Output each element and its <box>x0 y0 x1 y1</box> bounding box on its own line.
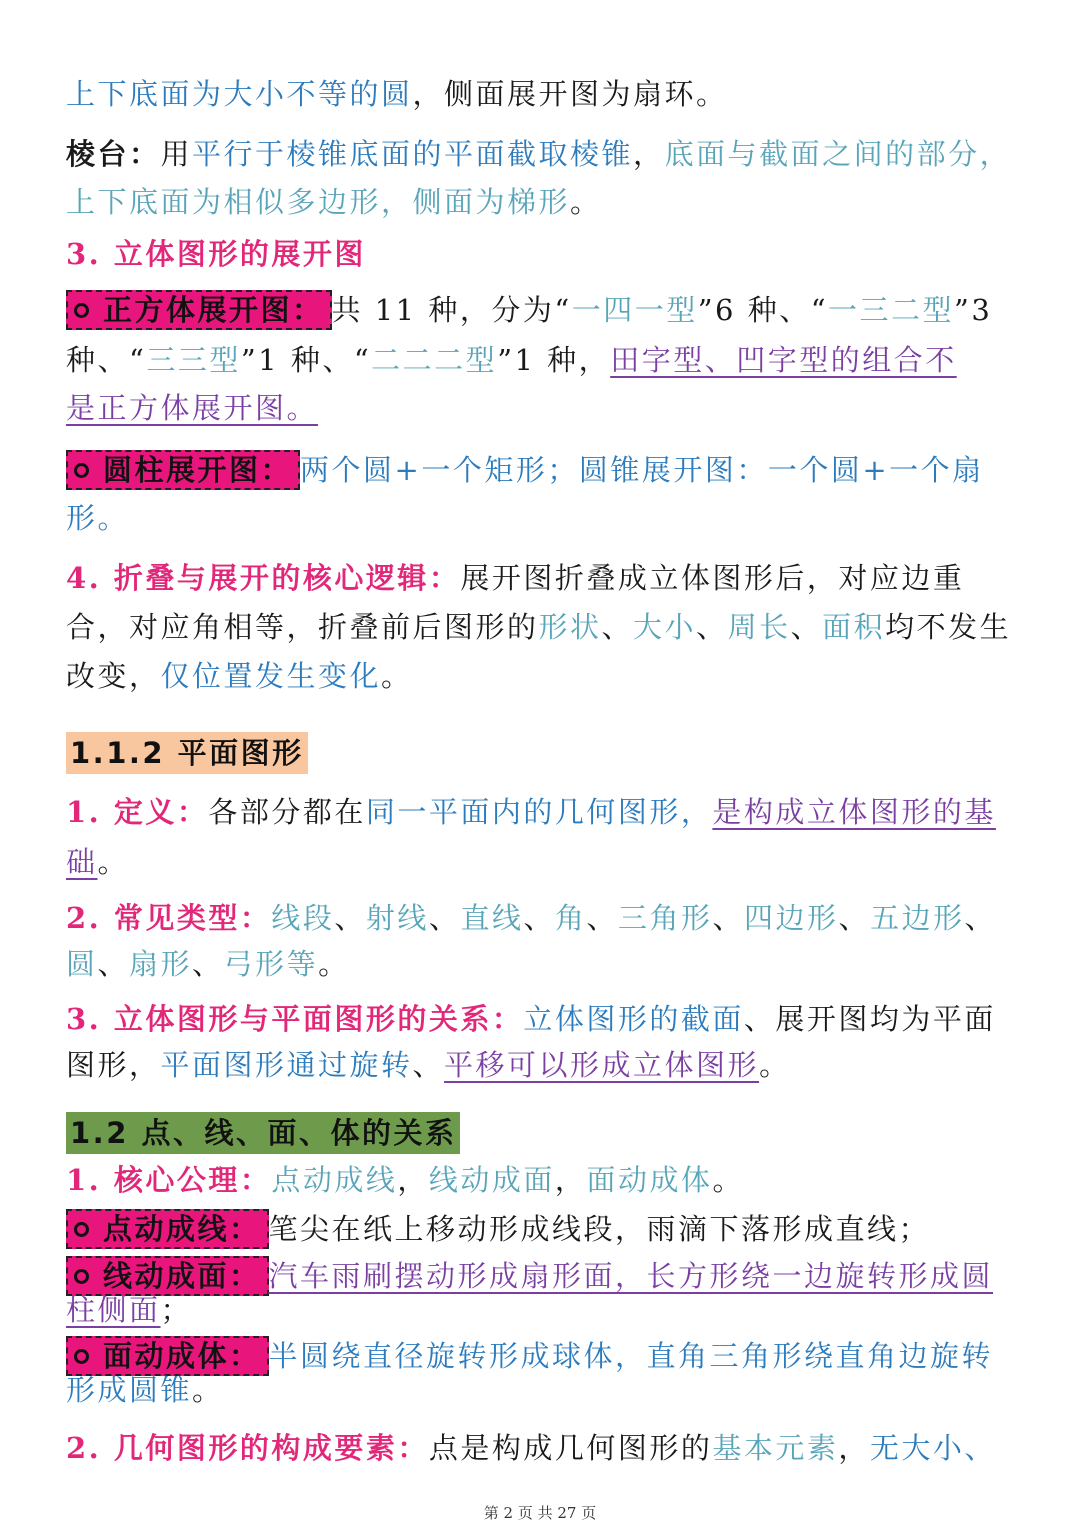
definition-item <box>66 792 996 832</box>
text-span: 、 <box>964 901 997 935</box>
tag-label: 正方体展开图： <box>103 293 324 327</box>
text-span: 半圆绕直径旋转形成球体， <box>268 1339 647 1373</box>
text-span: 形。 <box>66 501 130 535</box>
frustum-definition <box>66 134 1011 174</box>
underlined-text: 柱侧面 <box>66 1293 161 1327</box>
bullet-icon <box>74 463 89 478</box>
page-number: 第 2 页 共 27 页 <box>483 1504 597 1522</box>
text-span: 上下底面为大小不等的圆 <box>66 77 413 111</box>
text-span: 扇形 <box>129 947 193 981</box>
text-span: 。 <box>570 185 602 219</box>
text-span: ，侧面展开图为扇环。 <box>412 77 728 111</box>
text-span: 、 <box>334 901 366 935</box>
text-span: 大小 <box>633 610 697 644</box>
section-title: 3. 立体图形的展开图 <box>66 237 366 271</box>
text-span: 线段 <box>271 901 335 935</box>
text-line <box>66 388 318 428</box>
text-span: 。 <box>759 1048 791 1082</box>
text-span: ”1 种、“ <box>240 343 372 377</box>
axiom-item <box>66 1160 744 1200</box>
text-span: 无大小、 <box>869 1431 996 1465</box>
text-span: 面动成体 <box>586 1163 713 1197</box>
text-span: 平行于棱锥底面的平面截取棱锥 <box>192 137 634 171</box>
underlined-text: 汽车雨刷摆动形成扇形面，长方形绕一边旋转形成圆 <box>268 1259 994 1293</box>
text-line <box>66 340 957 380</box>
highlight-tag <box>66 450 300 490</box>
text-line <box>66 182 602 222</box>
tag-label: 圆柱展开图： <box>103 453 293 487</box>
text-span: 平面图形通过旋转 <box>160 1048 413 1082</box>
text-span: ， <box>633 137 665 171</box>
term-label: 棱台： <box>66 137 161 171</box>
section-title: 1. 核心公理： <box>66 1163 272 1197</box>
text-span: 立体图形的截面 <box>523 1002 744 1036</box>
text-span: ， <box>554 1163 587 1197</box>
text-span: ”1 种， <box>497 343 611 377</box>
text-line <box>66 607 1011 647</box>
text-span: 圆 <box>66 947 98 981</box>
text-span: 。 <box>318 947 350 981</box>
text-span: 二二二型 <box>371 343 498 377</box>
text-span: 底面与截面之间的部分， <box>664 137 1012 171</box>
subsection-heading <box>66 1112 460 1154</box>
text-span: 面积 <box>822 610 886 644</box>
text-span: 射线 <box>365 901 429 935</box>
text-span: 上下底面为相似多边形，侧面为梯形 <box>66 185 571 219</box>
section-title: 2. 常见类型： <box>66 901 272 935</box>
text-span: 形成圆锥 <box>66 1373 193 1407</box>
section-title: 1. 定义： <box>66 795 209 829</box>
text-span: 仅位置发生变化 <box>160 659 382 693</box>
text-span: 改变， <box>66 659 161 693</box>
text-span: 、 <box>586 901 618 935</box>
text-span: 线动成面 <box>428 1163 555 1197</box>
text-line <box>66 1370 224 1410</box>
text-line <box>66 842 129 882</box>
heading-title: 1.2 点、线、面、体的关系 <box>66 1112 460 1154</box>
tag-label: 点动成线： <box>103 1212 261 1246</box>
bullet-icon <box>74 1222 89 1237</box>
underlined-text: 平移可以形成立体图形 <box>444 1048 760 1082</box>
text-span: 形状 <box>538 610 602 644</box>
text-span: 、 <box>523 901 555 935</box>
text-span: 种、“ <box>66 343 147 377</box>
text-span: 展开图折叠成立体图形后，对应边重 <box>460 561 965 595</box>
elements-item <box>66 1428 996 1468</box>
bullet-icon <box>74 1269 89 1284</box>
point-to-line-item <box>66 1209 930 1249</box>
text-span: 共 11 种，分为“ <box>331 293 572 327</box>
text-span: 三角形 <box>618 901 713 935</box>
text-span: 两个圆+一个矩形；圆锥展开图：一个圆+一个扇 <box>300 453 984 487</box>
tag-label: 线动成面： <box>103 1259 261 1293</box>
text-span: 用 <box>160 137 193 171</box>
text-span: 五边形 <box>870 901 965 935</box>
section-title: 3. 立体图形与平面图形的关系： <box>66 1002 524 1036</box>
text-span: 一三二型 <box>828 293 955 327</box>
text-span: 各部分都在 <box>208 795 366 829</box>
bullet-icon <box>74 303 89 318</box>
section-heading <box>66 234 366 274</box>
text-line <box>66 74 728 114</box>
text-span: 。 <box>192 1373 224 1407</box>
tag-label: 面动成体： <box>103 1339 261 1373</box>
text-span: ”6 种、“ <box>697 293 829 327</box>
text-span: 基本元素 <box>712 1431 839 1465</box>
text-line <box>66 944 350 984</box>
text-span: 、 <box>601 610 634 644</box>
text-span: 周长 <box>727 610 791 644</box>
highlight-tag <box>66 290 332 330</box>
text-span: 一四一型 <box>571 293 698 327</box>
text-span: 点动成线 <box>271 1163 398 1197</box>
text-span: 、 <box>428 901 461 935</box>
section-heading <box>66 558 964 598</box>
text-span: 、 <box>192 947 224 981</box>
text-line <box>66 1045 791 1085</box>
underlined-text: 是正方体展开图。 <box>66 391 319 425</box>
text-span: 角 <box>554 901 587 935</box>
text-span: 、 <box>696 610 728 644</box>
bullet-icon <box>74 1349 89 1364</box>
underlined-text: 础 <box>66 845 98 879</box>
text-span: ， <box>838 1431 870 1465</box>
text-span: 。 <box>381 659 413 693</box>
section-title: 4. 折叠与展开的核心逻辑： <box>66 561 461 595</box>
heading-title: 1.1.2 平面图形 <box>66 732 308 774</box>
text-line <box>66 498 129 538</box>
text-span: 、 <box>97 947 130 981</box>
text-span: 点是构成几何图形的 <box>428 1431 713 1465</box>
text-span: 、展开图均为平面 <box>743 1002 996 1036</box>
types-item <box>66 898 996 938</box>
text-span: 直角三角形绕直角边旋转 <box>646 1339 994 1373</box>
cube-net-item <box>66 290 992 330</box>
text-span: 。 <box>97 845 130 879</box>
text-span: 、 <box>712 901 745 935</box>
text-span: 笔尖在纸上移动形成线段，雨滴下落形成直线； <box>268 1212 931 1246</box>
text-span: 三三型 <box>146 343 241 377</box>
text-span: 图形， <box>66 1048 161 1082</box>
highlight-tag <box>66 1209 269 1249</box>
text-span: 、 <box>838 901 871 935</box>
section-title: 2. 几何图形的构成要素： <box>66 1431 429 1465</box>
text-span: ”3 <box>954 293 993 327</box>
text-span: 弓形等 <box>223 947 319 981</box>
underlined-text: 是构成立体图形的基 <box>712 795 996 829</box>
text-span: 直线 <box>460 901 524 935</box>
text-span: ， <box>397 1163 429 1197</box>
text-span: 合，对应角相等，折叠前后图形的 <box>66 610 539 644</box>
text-line <box>66 656 413 696</box>
text-span: 、 <box>790 610 823 644</box>
text-line <box>66 1290 192 1330</box>
text-span: 四边形 <box>744 901 839 935</box>
text-span: ； <box>160 1293 193 1327</box>
subsection-heading <box>66 732 308 774</box>
relation-item <box>66 999 996 1039</box>
text-span: 均不发生 <box>885 610 1012 644</box>
cylinder-net-item <box>66 450 984 490</box>
text-span: 、 <box>412 1048 445 1082</box>
line-to-surface-item <box>66 1256 993 1296</box>
text-span: 。 <box>712 1163 744 1197</box>
underlined-text: 田字型、凹字型的组合不 <box>610 343 957 377</box>
text-span: 同一平面内的几何图形， <box>365 795 713 829</box>
